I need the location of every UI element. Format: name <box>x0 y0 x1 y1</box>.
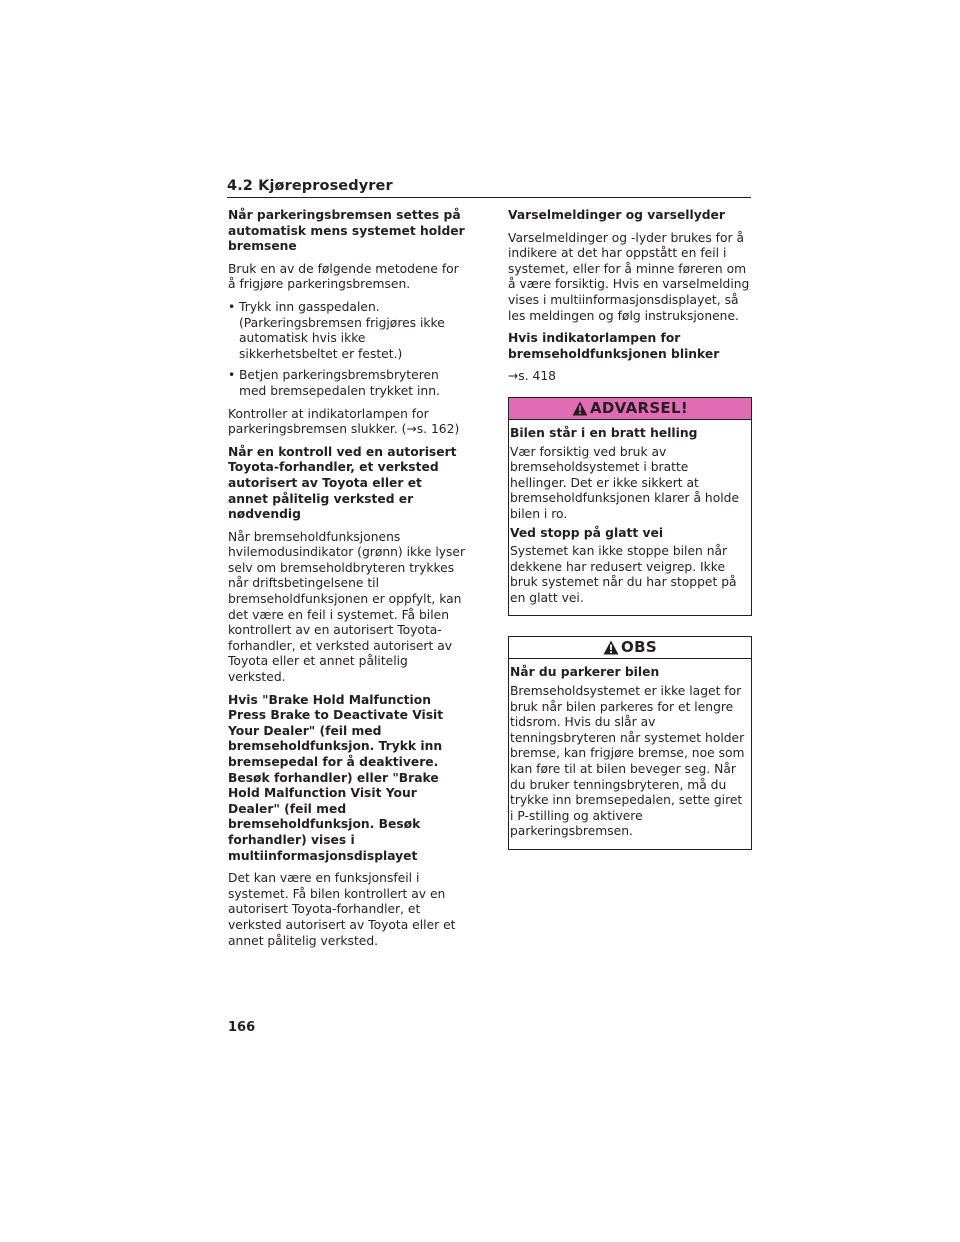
warning-subheading-steep-slope: Bilen står i en bratt helling <box>510 425 698 440</box>
heading-warning-messages: Varselmeldinger og varsellyder <box>508 208 725 222</box>
paragraph-warning-messages: Varselmeldinger og -lyder brukes for å indikere at det har oppstått en feil i systemet, eller for å minne føreren om å være forsiktig. Hvis en varselmelding vises i multiinformasjonsdisplayet, så les meldingen og følg instruksjonene. <box>508 230 750 323</box>
caution-box-header <box>509 637 751 659</box>
warning-text-slippery-road: Systemet kan ikke stoppe bilen når dekkene har redusert veigrep. Ikke bruk systemet når du har stoppet på en glatt vei. <box>510 544 737 605</box>
heading-auto-parking-brake: Når parkeringsbremsen settes på automatisk mens systemet holder bremsene <box>228 208 465 254</box>
warning-subheading-slippery-road: Ved stopp på glatt vei <box>510 525 664 540</box>
section-header: 4.2 Kjøreprosedyrer <box>227 178 751 198</box>
page-reference: →s. 418 <box>508 369 556 384</box>
page-number: 166 <box>228 1020 256 1035</box>
list-item: • Betjen parkeringsbremsbryteren med bremsepedalen trykket inn. <box>228 368 466 399</box>
warning-text-steep-slope: Vær forsiktig ved bruk av bremseholdsystemet i bratte hellinger. Det er ikke sikkert at bremseholdfunksjonen klarer å holde bilen i ro. <box>510 444 740 521</box>
paragraph-standby-indicator: Når bremseholdfunksjonens hvilemodusindikator (grønn) ikke lyser selv om bremseholdbryteren trykkes når driftsbetingelsene til bremseholdfunksjonen er oppfylt, kan det være en feil i systemet. Få bilen kontrollert av en autorisert Toyota-forhandler, et verksted autorisert av Toyota eller et annet pålitelig verksted. <box>228 529 466 685</box>
caution-subheading-parking: Når du parkerer bilen <box>510 665 660 680</box>
list-item: • Trykk inn gasspedalen. (Parkeringsbremsen frigjøres ikke automatisk hvis ikke sikkerhetsbeltet er festet.) <box>228 300 466 362</box>
warning-box <box>508 397 752 617</box>
caution-box <box>508 636 752 850</box>
release-method-list <box>228 300 466 400</box>
warning-title: ADVARSEL! <box>590 398 688 417</box>
caution-text-parking: Bremseholdsystemet er ikke laget for bruk når bilen parkeres for et lengre tidsrom. Hvis du slår av tenningsbryteren når systemet holder bremse, kan frigjøre bremse, noe som kan føre til at bilen beveger seg. Når du bruker tenningsbryteren, må du trykke inn bremsepedalen, sette giret i P-stilling og aktivere parkeringsbremsen. <box>510 684 745 839</box>
right-column <box>508 208 752 850</box>
caution-triangle-icon <box>603 640 619 655</box>
paragraph-release-methods: Bruk en av de følgende metodene for å frigjøre parkeringsbremsen. <box>228 261 459 292</box>
warning-triangle-icon <box>572 401 588 416</box>
caution-body <box>509 659 751 849</box>
paragraph-malfunction: Det kan være en funksjonsfeil i systemet. Få bilen kontrollert av en autorisert Toyota-forhandler, et verksted autorisert av Toyota eller et annet pålitelig verksted. <box>228 871 456 948</box>
paragraph-check-indicator: Kontroller at indikatorlampen for parkeringsbremsen slukker. (→s. 162) <box>228 406 460 437</box>
left-column <box>228 208 466 956</box>
caution-title: OBS <box>621 638 657 657</box>
warning-box-header <box>509 398 751 420</box>
heading-inspection-needed: Når en kontroll ved en autorisert Toyota-forhandler, et verksted autorisert av Toyota eller et annet pålitelig verksted er nødvendig <box>228 444 457 522</box>
warning-body <box>509 420 751 616</box>
heading-malfunction-message: Hvis "Brake Hold Malfunction Press Brake to Deactivate Visit Your Dealer" (feil med bremseholdfunksjon. Trykk inn bremsepedal for å deaktivere. Besøk forhandler) eller "Brake Hold Malfunction Visit Your Dealer" (feil med bremseholdfunksjon. Besøk forhandler) vises i multiinformasjonsdisplayet <box>228 692 444 863</box>
heading-indicator-flashing: Hvis indikatorlampen for bremseholdfunksjonen blinker <box>508 331 720 361</box>
